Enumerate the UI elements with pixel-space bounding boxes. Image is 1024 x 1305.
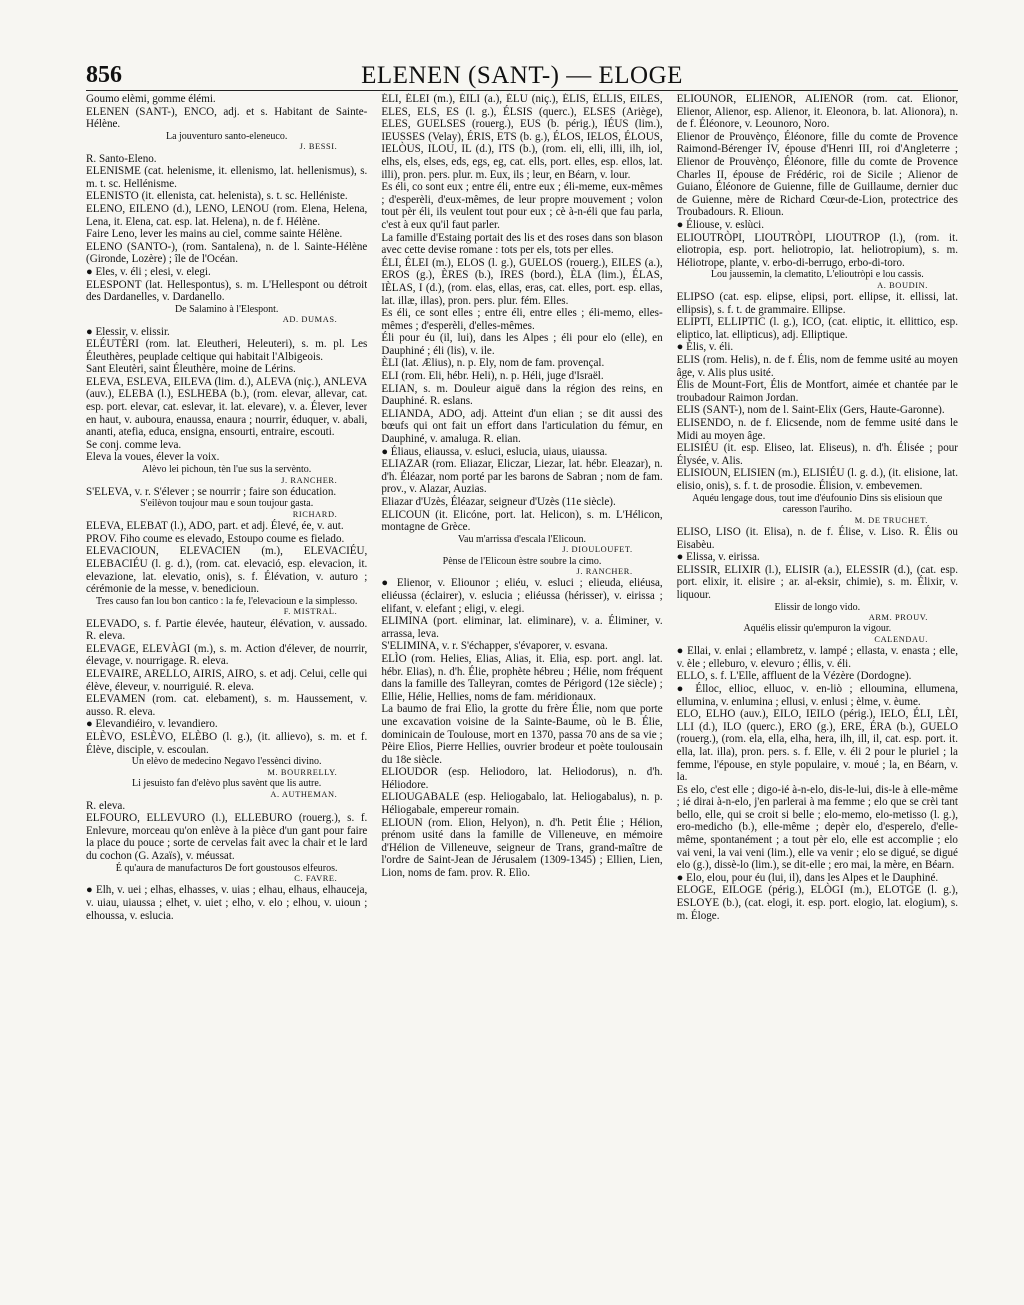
header-rule: [86, 90, 958, 91]
dictionary-entry: ● Elessir, v. elissir.: [86, 325, 170, 338]
dictionary-entry: Se conj. comme leva.: [86, 438, 182, 451]
dictionary-entry: ELISSIR, ELIXIR (l.), ELISIR (a.), ELESSIR (d.), (cat. esp. port. elixir, it. elisire ; ar. al-eksir, chimie), s. m. Élixir, v. liquour.: [676, 563, 958, 601]
quotation-author: C. FAVRE.: [294, 874, 338, 884]
quotation-author: CALENDAU.: [874, 634, 928, 644]
dictionary-entry: La baumo de frai Elìo, la grotte du frère Élie, nom que porte une excavation voisine de la Sainte-Baume, où le B. Élie, dominicain de Toulouse, mort en 1370, passa 70 ans de sa vie ; Pèire Elìos, Pierre Hellies, ouvrier brodeur et poète toulousain du 18e siècle.: [381, 703, 663, 766]
page-number: 856: [86, 62, 122, 88]
dictionary-entry: ELEVADO, s. f. Partie élevée, hauteur, élévation, v. aussado. R. eleva.: [86, 617, 368, 643]
quotation-author: F. MISTRAL.: [283, 607, 338, 617]
dictionary-entry: Es éli, co sont eux ; entre éli, entre eux ; éli-meme, eux-mêmes ; d'esperèli, d'eux-mêmes, de leur propre mouvement ; volon tout pèr éli, ils veulent tout pour eux ; cè à-n-éli que fau parla, c'est à eux qu'il faut parler.: [381, 181, 663, 231]
dictionary-entry: Goumo elèmi, gomme élémi.: [86, 93, 216, 105]
column-middle: [381, 93, 662, 1291]
quotation-author: ARM. PROUV.: [868, 613, 928, 623]
quotation: Vau m'arrissa d'escala l'Elicoun.: [457, 533, 587, 545]
dictionary-entry: ● Eles, v. éli ; elesi, v. elegi.: [86, 265, 211, 278]
quotation: Pènse de l'Elicoun èstre soubre la cimo.: [442, 555, 602, 567]
dictionary-entry: R. eleva.: [86, 799, 126, 812]
dictionary-entry: ELIPTI, ELLIPTIC (l. g.), ICO, (cat. eliptic, it. ellittico, esp. eliptico, lat. ellipticus), adj. Elliptique.: [676, 316, 958, 341]
dictionary-entry: ● Ellai, v. enlai ; ellambretz, v. lampé ; ellasta, v. enasta ; elle, v. èle ; elleburo, v. elevuro ; éllis, v. éli.: [676, 645, 958, 670]
dictionary-entry: ELEVAMEN (rom. cat. elebament), s. m. Haussement, v. ausso. R. eleva.: [86, 693, 368, 718]
dictionary-entry: Elienor de Prouvènço, Éléonore, fille du comte de Provence Raimond-Bérenger IV, épouse d'Henri III, roi d'Angleterre ; Elienor de Prouvènço, Éléonore, fille du comte de Provence Charles II, épouse de Frédéric, roi de Sicile ; Alienor de Guiano, Éléonore de Guienne, fille de Guillaume, dernier duc de Guienne, mère de Richard Cœur-de-Lion, protectrice des Troubadours. R. Elioun.: [676, 130, 958, 219]
column-left: [86, 93, 367, 1291]
dictionary-entry: ● Éliaus, eliaussa, v. esluci, eslucia, uiaus, uiaussa.: [381, 445, 608, 458]
dictionary-entry: ELEVA, ELEBAT (l.), ADO, part. et adj. Élevé, ée, v. aut.: [86, 520, 344, 533]
quotation-author: A. BOUDIN.: [877, 280, 928, 290]
dictionary-entry: ● Elienor, v. Eliounor ; eliéu, v. esluci ; elieuda, eliéusa, eliéussa (éclairer), v. eslucia ; eliéussa (hérisser), v. eirissa ; elifant, v. elefant ; eligi, v. elegi.: [381, 577, 663, 615]
quotation-author: M. BOURRELLY.: [267, 767, 338, 777]
quotation-author: M. DE TRUCHET.: [854, 515, 928, 525]
dictionary-entry: ELEVACIOUN, ELEVACIEN (m.), ELEVACIÉU, ELEBACIÉU (l. g. d.), (rom. cat. elevació, esp. elevacion, it. elevazione, lat. elevatio, onis), s. f. Élévation, v. auturo ; cérémonie de la messe, v. benedicioun.: [86, 545, 368, 596]
dictionary-entry: ELIS (rom. Helis), n. de f. Élis, nom de femme usité au moyen âge, v. Alis plus usité.: [676, 354, 958, 379]
dictionary-entry: ELÈVO, ESLÈVO, ELÈBO (l. g.), (it. allievo), s. m. et f. Élève, disciple, v. escoulan.: [86, 730, 368, 756]
dictionary-entry: ELENO, EILENO (d.), LENO, LENOU (rom. Elena, Helena, Lena, it. Elena, cat. esp. lat. Helena), n. de f. Hélène.: [86, 202, 368, 228]
quotation: Lou jaussemin, la clematito, L'elioutròpi e lou cassis.: [710, 269, 924, 281]
dictionary-entry: Faire Leno, lever les mains au ciel, comme sainte Hélène.: [86, 228, 343, 241]
quotation-author: RICHARD.: [292, 510, 338, 520]
dictionary-entry: ELÉUTÈRI (rom. lat. Eleutheri, Heleuteri), s. m. pl. Les Éleuthères, peuplade celtique qui habitait l'Albigeois.: [86, 338, 368, 363]
dictionary-entry: La famille d'Estaing portait des lis et des roses dans son blason avec cette devise romane : tots per els, tots per elles.: [381, 231, 663, 257]
quotation: La jouventuro santo-eleneuco.: [165, 130, 288, 142]
dictionary-entry: ELI (rom. Eli, hébr. Heli), n. p. Héli, juge d'Israël.: [381, 370, 604, 383]
dictionary-entry: ELEVA, ESLEVA, EILEVA (lim. d.), ALEVA (niç.), ANLEVA (auv.), ELEBA (l.), ESLHEBA (b.), (rom. elevar, allevar, cat. esp. port. elevar, cat. eslevar, it. lat. elevare), v. a. Élever, lever en haut, v. auboura, enaussa, enaura ; nourrir, éduquer, v. abali, ananti, atefia, educa, ensigna, ensourti, entraire, escouti.: [86, 375, 368, 439]
dictionary-entry: Es elo, c'est elle ; digo-ié à-n-elo, dis-le-lui, dis-le à elle-même ; ié dirai à-n-elo, j'en parlerai à ma femme ; elo que se crèi tant bello, elle, qui se croit si belle ; elo-memo, elo-metisso (l. g.), ero-medicho (b.), elle-même ; depèr elo, d'esperelo, d'elle-même, spontanément ; a tout pèr elo, elle est accomplie ; elo vai veni, la vai veni (lim.), elle va venir ; elo se digué, se digué elo (g.), dissè-lo (lim.), se dit-elle ; ero mai, la mère, en Béarn.: [676, 783, 958, 872]
dictionary-entry: ● Élloc, ellioc, elluoc, v. en-liò ; elloumina, ellumena, ellumina, v. enlumina ; ellusi, v. enlusi ; èlme, v. èume.: [676, 682, 958, 708]
quotation-author: A. AUTHEMAN.: [270, 789, 338, 799]
dictionary-entry: ELENISME (cat. helenisme, it. ellenismo, lat. hellenismus), s. m. t. sc. Hellénisme.: [86, 165, 368, 190]
quotation: S'eilèvon toujour mau e soun toujour gasta.: [140, 498, 314, 510]
dictionary-entry: ELISO, LISO (it. Elisa), n. de f. Élise, v. Liso. R. Élis ou Eisabèu.: [676, 526, 958, 551]
dictionary-entry: ELIOUGABALE (esp. Heliogabalo, lat. Heliogabalus), n. p. Héliogabale, empereur romain.: [381, 791, 663, 817]
dictionary-entry: ELIOUNOR, ELIENOR, ALIENOR (rom. cat. Elionor, Elienor, Alienor, esp. Alienor, it. Eleonora, b. lat. Alionora), n. de f. Éléonore, v. Leounoro, Noro.: [676, 93, 958, 131]
dictionary-entry: ● Éliouse, v. eslùci.: [676, 218, 764, 231]
dictionary-entry: ELIOUTRÒPI, LIOUTRÒPI, LIOUTROP (l.), (rom. it. eliotropia, esp. port. heliotropio, lat. heliotropium), s. m. Héliotrope, plante, v. erbo-di-berrugo, erbo-di-toro.: [676, 231, 958, 269]
quotation: Aquéu lengage dous, tout ime d'éufounio Dins sis elisioun que caresson l'auriho.: [692, 492, 943, 516]
dictionary-entry: Eleva la voues, élever la voix.: [86, 451, 220, 464]
dictionary-entry: S'ELEVA, v. r. S'élever ; se nourrir ; faire son éducation.: [86, 485, 337, 498]
dictionary-entry: ÉLI, ÉLEI (m.), ELOS (l. g.), GUELOS (rouerg.), EILES (a.), EROS (g.), ÈRES (b.), IRES (bord.), ÈLA (lim.), ÉLAS, IÈLAS, I (d.), (rom. elas, ellas, eras, cat. elles, port. esp. ellas, lat. illæ, illas), pron. pers. plur. fém. Elles.: [381, 256, 663, 307]
dictionary-entry: ELISIOUN, ELISIEN (m.), ELISIÉU (l. g. d.), (it. elisione, lat. elisio, onis), s. f. t. de prosodie. Élision, v. embevemen.: [676, 467, 958, 493]
dictionary-entry: ELO, ELHO (auv.), EILO, IEILO (périg.), IELO, ÉLI, LÈI, LLI (d.), ILO (querc.), ERO (g.), ERE, ÉRA (b.), GUELO (rouerg.), (rom. ela, ella, elha, hera, ilh, ill, il, cat. esp. port. it. ella, lat. illa), pron. pers. s. f. Elle, v. éli 2 pour le pluriel ; la femme, l'épouse, en style populaire, v. moué ; la, en Béarn, v. la.: [676, 708, 958, 784]
dictionary-entry: ELIAZAR (rom. Eliazar, Eliczar, Liezar, lat. hébr. Eleazar), n. d'h. Éléazar, nom porté par les barons de Sabran ; nom de fam. prov., v. Alazar, Auzias.: [381, 458, 663, 496]
quotation: Tres causo fan lou bon cantico : la fe, l'elevacioun e la simplesso.: [95, 595, 358, 607]
dictionary-entry: ● Elissa, v. eirissa.: [676, 551, 760, 564]
dictionary-entry: PROV. Fiho coume es elevado, Estoupo coume es fielado.: [86, 532, 345, 545]
dictionary-entry: Eliazar d'Uzès, Éléazar, seigneur d'Uzès (11e siècle).: [381, 496, 616, 508]
dictionary-entry: ÉLI, ÉLEI (m.), ÉILI (a.), ÉLU (niç.), ÉLIS, ÉLLIS, EILES, ELES, ELS, ES (l. g.), ÉLSIS (querc.), ELSES (Ariège), ELES, GUELSES (rouerg.), EUS (b. périg.), IÉUS (lim.), IEUSSES (Velay), ÉRIS, ETS (b. g.), ÉLOS, IELOS, ÉLOUS, IELÒUS, ILOU, IL (d.), ITS (b.), (rom. eli, elli, illi, ilh, iol, elhs, els, elses, eds, egs, eg, cat. ells, port. elles, esp. ellos, lat. illi), pron. pers. plur. m. Eux, ils ; leur, en Béarn, v. lour.: [381, 93, 663, 181]
quotation: De Salamino à l'Elespont.: [174, 303, 279, 315]
running-head: ELENEN (SANT-) — ELOGE: [361, 62, 683, 89]
dictionary-entry: ELENISTO (it. ellenista, cat. helenista), s. t. sc. Helléniste.: [86, 190, 348, 203]
dictionary-entry: ELISIÉU (it. esp. Eliseo, lat. Eliseus), n. d'h. Élisée ; pour Élysée, v. Alis.: [676, 442, 958, 467]
dictionary-entry: R. Santo-Eleno.: [86, 152, 157, 165]
quotation-author: AD. DUMAS.: [282, 315, 338, 325]
quotation-author: J. RANCHER.: [281, 475, 338, 485]
column-right: [677, 93, 958, 1291]
dictionary-entry: ELIOUDOR (esp. Heliodoro, lat. Heliodorus), n. d'h. Héliodore.: [381, 766, 663, 791]
dictionary-entry: Élis de Mount-Fort, Élis de Montfort, aimée et chantée par le troubadour Raimon Jordan.: [676, 379, 958, 404]
dictionary-entry: ELENO (SANTO-), (rom. Santalena), n. de l. Sainte-Hélène (Gironde, Lozère) ; île de l'Océan.: [86, 240, 368, 266]
dictionary-entry: ELISENDO, n. de f. Elicsende, nom de femme usité dans le Midi au moyen âge.: [676, 417, 958, 442]
dictionary-entry: ● Elevandiéiro, v. levandiero.: [86, 718, 218, 731]
dictionary-entry: ELLO, s. f. L'Elle, affluent de la Vézère (Dordogne).: [676, 670, 912, 683]
dictionary-entry: ELIOUN (rom. Elion, Helyon), n. d'h. Petit Élie ; Hélion, prénom usité dans la famille de Villeneuve, en mémoire d'Hélion de Villeneuve, seigneur de Trans, grand-maître de l'ordre de Saint-Jean de Jérusalem (1309-1345) ; Ellien, Lien, Lion, noms de fam. prov. R. Elìo.: [381, 816, 663, 880]
quotation: Aquélis elissir qu'empuron la vigour.: [743, 623, 892, 635]
columns: [86, 93, 958, 1291]
dictionary-entry: ELIANDA, ADO, adj. Atteint d'un elian ; se dit aussi des bœufs qui ont fait un effort dans l'articulation du fémur, en Dauphiné, v. amaluga. R. elian.: [381, 407, 663, 446]
dictionary-entry: ELESPONT (lat. Hellespontus), s. m. L'Hellespont ou détroit des Dardanelles, v. Dardanello.: [86, 278, 368, 304]
quotation: Li jesuisto fan d'elèvo plus savènt que lis autre.: [132, 777, 322, 789]
quotation: Un elèvo de medecino Negavo l'essènci divino.: [131, 756, 322, 768]
dictionary-entry: S'ELIMINA, v. r. S'échapper, s'évaporer, v. esvana.: [381, 640, 608, 653]
dictionary-entry: ELÌO (rom. Helies, Elias, Alias, it. Elia, esp. port. angl. lat. hébr. Elias), n. d'h. Élie, prophète hébreu ; Hélie, nom fréquent dans la famille des Talleyran, comtes de Périgord (12e siècle) ; Ellie, Hélie, Hellies, noms de fam. méridionaux.: [381, 652, 663, 703]
dictionary-entry: ● Élis, v. éli.: [676, 341, 734, 354]
dictionary-entry: ELIAN, s. m. Douleur aiguë dans la région des reins, en Dauphiné. R. eslans.: [381, 382, 663, 408]
dictionary-entry: ● Elh, v. uei ; elhas, elhasses, v. uias ; elhau, elhaus, elhauceja, v. uiau, uiaussa ; elhet, v. uiet ; elho, v. elo ; elhou, v. uioun ; elhoussa, v. eslucia.: [86, 884, 368, 922]
quotation: É qu'aura de manufacturos De fort goustousos elfeuros.: [115, 862, 338, 874]
dictionary-entry: ELIMINA (port. eliminar, lat. eliminare), v. a. Éliminer, v. arrassa, leva.: [381, 615, 663, 640]
quotation: Elissir de longo vido.: [774, 601, 861, 613]
dictionary-entry: ELICOUN (it. Elicóne, port. lat. Helicon), s. m. L'Hélicon, montagne de Grèce.: [381, 508, 663, 534]
quotation-author: J. BESSI.: [299, 142, 338, 152]
dictionary-entry: ELIPSO (cat. esp. elipse, elipsi, port. ellipse, it. ellissi, lat. ellipsis), s. f. t. de grammaire. Ellipse.: [676, 291, 958, 316]
dictionary-entry: ELFOURO, ELLEVURO (l.), ELLEBURO (rouerg.), s. f. Enlevure, morceau qu'on enlève à la pièce d'un gant pour faire la place du pouce ; sorte de cervelas fait avec la chair et le lard du cochon (G. Azaïs), v. méussat.: [86, 812, 368, 863]
dictionary-entry: ● Elo, elou, pour éu (lui, il), dans les Alpes et le Dauphiné.: [676, 871, 939, 884]
dictionary-entry: ELIS (SANT-), nom de l. Saint-Elix (Gers, Haute-Garonne).: [676, 404, 945, 417]
quotation-author: J. DIOULOUFET.: [562, 545, 633, 555]
dictionary-entry: Es éli, ce sont elles ; entre éli, entre elles ; éli-memo, elles-mêmes ; d'esperèli, d'elles-mêmes.: [381, 307, 663, 332]
dictionary-entry: ELEVAIRE, ARELLO, AIRIS, AIRO, s. et adj. Celui, celle qui élève, éleveur, v. nourriguié. R. eleva.: [86, 667, 368, 693]
quotation-author: J. RANCHER.: [576, 567, 633, 577]
dictionary-entry: Sant Eleutèri, saint Éleuthère, moine de Lérins.: [86, 363, 296, 376]
page-header: [86, 62, 958, 90]
dictionary-entry: ELENEN (SANT-), ENCO, adj. et s. Habitant de Sainte-Hélène.: [86, 105, 368, 131]
quotation: Alèvo lei pichoun, tèn l'ue sus la servènto.: [142, 464, 312, 476]
dictionary-entry: ELOGE, EILOGE (périg.), ELÒGI (m.), ELOTGE (l. g.), ESLOYE (b.), (cat. elogi, it. esp. port. elogio, lat. elogium), s. m. Éloge.: [676, 884, 958, 922]
dictionary-entry: Éli pour éu (il, lui), dans les Alpes ; éli pour elo (elle), en Dauphiné ; éli (lis), v. ile.: [381, 332, 663, 357]
dictionary-entry: ELEVAGE, ELEVÀGI (m.), s. m. Action d'élever, de nourrir, élevage, v. nourrigage. R. eleva.: [86, 642, 368, 668]
dictionary-entry: ÈLI (lat. Ælius), n. p. Ely, nom de fam. provençal.: [381, 357, 605, 370]
